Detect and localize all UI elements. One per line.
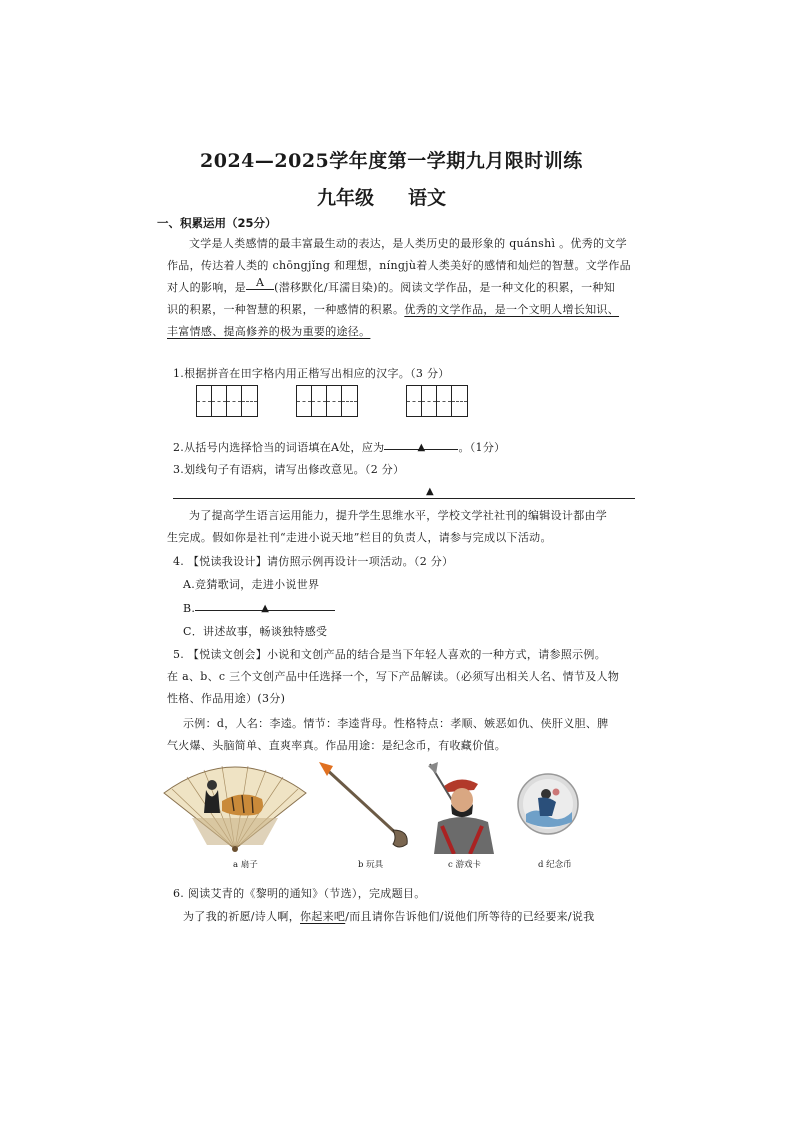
passage-text: 识的积累，一种智慧的积累，一种感情的积累。 [167,303,405,316]
question-3: 3.划线句子有语病，请写出修改意见。（2 分） [173,463,405,476]
coin-image [516,772,580,836]
answer-line-3[interactable] [173,498,635,499]
passage-line [167,277,615,299]
passage-line: 作品，传达着人类的 chōngjǐng 和理想，níngjù着人类美好的感情和灿烂的智慧。文学作品 [167,259,631,272]
tianzige-grid-2[interactable] [296,385,358,417]
question-2-score: 。（1分） [458,441,506,454]
option-a: A.竞猜歌词，走进小说世界 [183,578,320,591]
underlined-sentence: 优秀的文学作品，是一个文明人增长知识、 [404,303,620,316]
poem-text: /而且请你告诉他们/说他们所等待的已经要来/说我 [345,910,595,923]
passage-text: 对人的影响，是 [167,281,247,294]
answer-blank-2[interactable] [384,437,458,453]
caption-d: d 纪念币 [538,860,572,870]
toy-axe-image [317,760,413,850]
question-5-line: 在 a、b、c 三个文创产品中任选择一个，写下产品解读。（必须写出相关人名、情节及人物 [167,670,620,683]
underlined-phrase: 你起来吧 [300,910,346,923]
passage-line [167,299,619,321]
exam-title: 2024—2025学年度第一学期九月限时训练 [200,150,583,172]
poem-line [183,906,595,928]
triangle-marker: ▲ [417,442,426,453]
intro-line: 为了提高学生语言运用能力，提升学生思维水平，学校文学社社刊的编辑设计都由学 [189,509,608,522]
caption-c: c 游戏卡 [448,860,481,870]
question-6: 6. 阅读艾青的《黎明的通知》（节选），完成题目。 [173,887,426,900]
tianzige-grid-3[interactable] [406,385,468,417]
example-line: 示例：d，人名：李逵。情节：李逵背母。性格特点：孝顺、嫉恶如仇、侠肝义胆、脾 [183,717,609,730]
triangle-marker: ▲ [426,486,434,497]
triangle-marker: ▲ [261,603,270,614]
passage-line: 文学是人类感情的最丰富最生动的表达，是人类历史的最形象的 quánshì 。优秀的文学 [189,237,627,250]
fan-image [162,763,308,855]
option-c: C．讲述故事，畅谈独特感受 [183,625,328,638]
question-1: 1.根据拼音在田字格内用正楷写出相应的汉字。（3 分） [173,367,450,380]
option-b [183,598,335,620]
caption-a: a 扇子 [233,860,258,870]
caption-b: b 玩具 [358,860,384,870]
passage-text: (潜移默化/耳濡目染)的。阅读文学作品，是一种文化的积累，一种知 [274,281,615,294]
underlined-sentence: 丰富情感、提高修养的极为重要的途径。 [167,325,371,338]
grade-label: 九年级 [317,187,375,209]
poem-text: 为了我的祈愿/诗人啊， [183,910,301,923]
question-2 [173,437,505,459]
answer-blank-4[interactable] [195,598,335,614]
blank-a-label: A [255,276,265,289]
game-card-image [424,760,502,854]
question-2-text: 2.从括号内选择恰当的词语填在A处，应为 [173,441,385,454]
blank-a[interactable] [246,277,274,290]
intro-line: 生完成。假如你是社刊“走进小说天地”栏目的负责人，请参与完成以下活动。 [167,531,552,544]
question-5-line: 性格、作品用途）(3分) [167,692,286,705]
question-5: 5. 【悦读文创会】小说和文创产品的结合是当下年轻人喜欢的一种方式，请参照示例。 [173,648,606,661]
option-b-label: B. [183,602,196,615]
example-line: 气火爆、头脑简单、直爽率真。作品用途：是纪念币，有收藏价值。 [167,739,506,752]
question-4: 4. 【悦读我设计】请仿照示例再设计一项活动。（2 分） [173,555,454,568]
section-heading: 一、积累运用（25分） [157,216,277,230]
tianzige-grid-1[interactable] [196,385,258,417]
subject-label: 语文 [408,187,447,209]
